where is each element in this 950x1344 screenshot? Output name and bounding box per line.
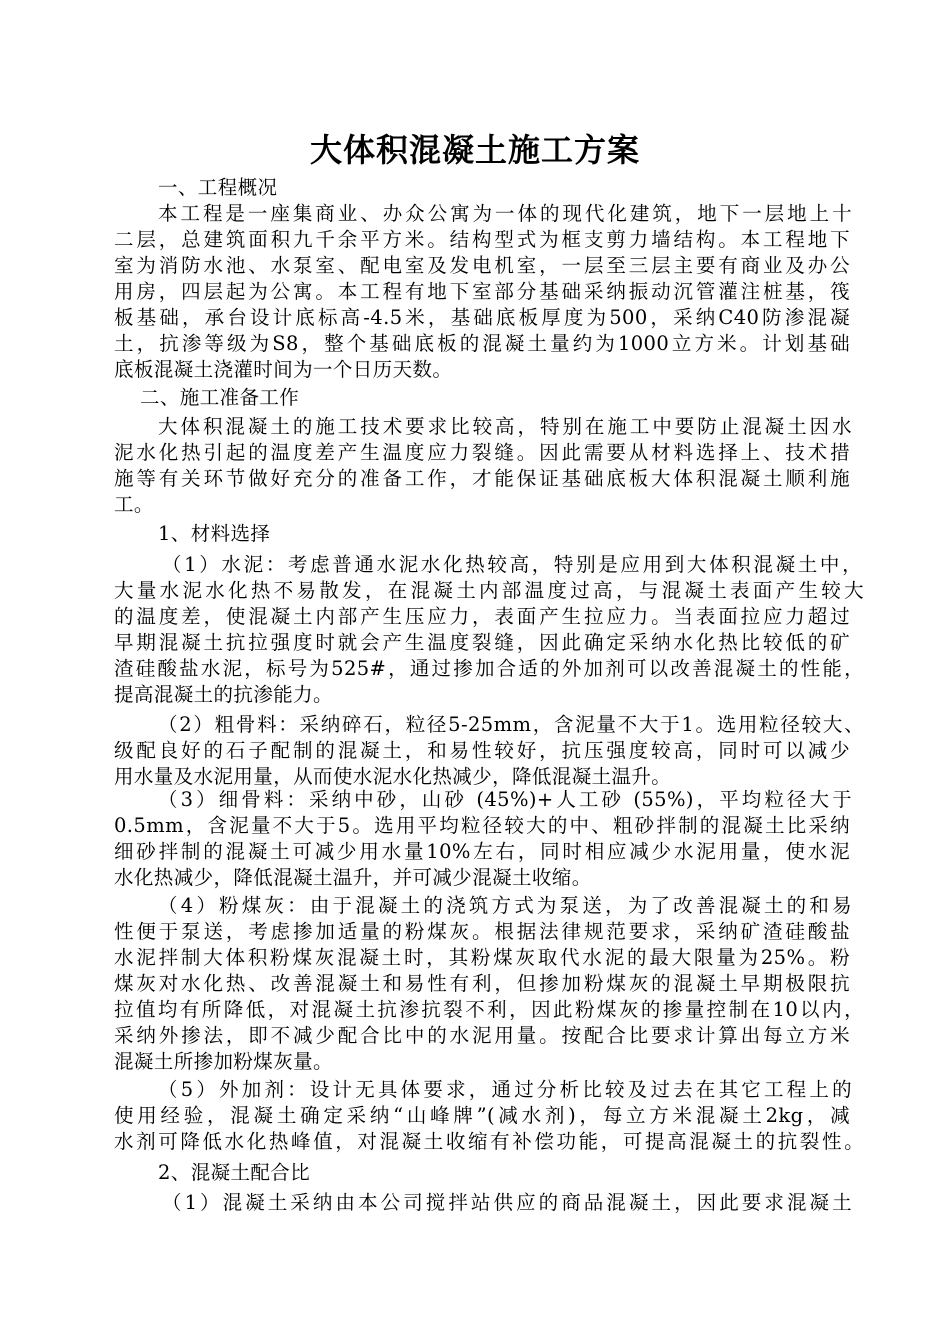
paragraph-line: 二层，总建筑面积九千余平方米。结构型式为框支剪力墙结构。本工程地下	[114, 228, 850, 251]
paragraph-line: 提高混凝土的抗渗能力。	[114, 683, 333, 706]
paragraph-line: 的温度差，使混凝土内部产生压应力，表面产生拉应力。当表面拉应力超过	[114, 605, 850, 628]
paragraph-line: 煤灰对水化热、改善混凝土和易性有利，但掺加粉煤灰的混凝土早期极限抗	[114, 972, 850, 995]
section-heading: 一、工程概况	[158, 176, 278, 199]
paragraph-line: 室为消防水池、水泵室、配电室及发电机室，一层至三层主要有商业及办公	[114, 254, 850, 277]
paragraph-line: 0.5mm，含泥量不大于5。选用平均粒径较大的中、粗砂拌制的混凝土比采纳	[114, 814, 850, 837]
paragraph-line: 渣硅酸盐水泥，标号为525#，通过掺加合适的外加剂可以改善混凝土的性能，	[114, 657, 864, 680]
subsection-heading: 1、材料选择	[158, 522, 271, 545]
paragraph-line: （2）粗骨料：采纳碎石，粒径5-25mm，含泥量不大于1。选用粒径较大、	[158, 713, 864, 736]
paragraph-line: 工。	[114, 493, 154, 516]
paragraph-line: 板基础，承台设计底标高-4.5米，基础底板厚度为500，采纳C40防渗混凝	[114, 306, 850, 329]
paragraph-line: （3）细骨料：采纳中砂，山砂 (45%)+人工砂 (55%)，平均粒径大于	[158, 788, 852, 811]
paragraph-line: （1）混凝土采纳由本公司搅拌站供应的商品混凝土，因此要求混凝土	[162, 1191, 852, 1214]
paragraph-line: 本工程是一座集商业、办众公寓为一体的现代化建筑，地下一层地上十	[158, 202, 852, 225]
paragraph-line: 早期混凝土抗拉强度时就会产生温度裂缝，因此确定采纳水化热比较低的矿	[114, 631, 850, 654]
paragraph-line: （1）水泥：考虑普通水泥水化热较高，特别是应用到大体积混凝土中，	[162, 553, 862, 576]
subsection-heading: 2、混凝土配合比	[158, 1161, 311, 1184]
paragraph-line: 大量水泥水化热不易散发，在混凝土内部温度过高，与混凝土表面产生较大	[114, 579, 864, 602]
paragraph-line: 泥水化热引起的温度差产生温度应力裂缝。因此需要从材料选择上、技术措	[114, 441, 850, 464]
section-heading: 二、施工准备工作	[140, 386, 300, 409]
paragraph-line: 拉值均有所降低，对混凝土抗渗抗裂不利，因此粉煤灰的掺量控制在10以内，	[114, 998, 864, 1021]
paragraph-line: （5）外加剂：设计无具体要求，通过分析比较及过去在其它工程上的	[158, 1078, 852, 1101]
paragraph-line: 用房，四层起为公寓。本工程有地下室部分基础采纳振动沉管灌注桩基，筏	[114, 280, 850, 303]
paragraph-line: 用水量及水泥用量，从而使水泥水化热减少，降低混凝土温升。	[114, 765, 672, 788]
paragraph-line: 性便于泵送，考虑掺加适量的粉煤灰。根据法律规范要求，采纳矿渣硅酸盐	[114, 920, 850, 943]
document-title: 大体积混凝土施工方案	[309, 131, 640, 169]
paragraph-line: 底板混凝土浇灌时间为一个日历天数。	[114, 358, 453, 381]
paragraph-line: 细砂拌制的混凝土可减少用水量10%左右，同时相应减少水泥用量，使水泥	[114, 840, 850, 863]
paragraph-line: 水泥拌制大体积粉煤灰混凝土时，其粉煤灰取代水泥的最大限量为25%。粉	[114, 946, 850, 969]
paragraph-line: 施等有关环节做好充分的准备工作，才能保证基础底板大体积混凝土顺利施	[114, 467, 850, 490]
paragraph-line: （4）粉煤灰：由于混凝土的浇筑方式为泵送，为了改善混凝土的和易	[158, 894, 852, 917]
paragraph-line: 级配良好的石子配制的混凝土，和易性较好，抗压强度较高，同时可以减少	[114, 739, 850, 762]
paragraph-line: 土，抗渗等级为S8，整个基础底板的混凝土量约为1000立方米。计划基础	[114, 332, 850, 355]
paragraph-line: 水剂可降低水化热峰值，对混凝土收缩有补偿功能，可提高混凝土的抗裂性。	[114, 1130, 864, 1153]
paragraph-line: 采纳外掺法，即不减少配合比中的水泥用量。按配合比要求计算出每立方米	[114, 1024, 850, 1047]
paragraph-line: 水化热减少，降低混凝土温升，并可减少混凝土收缩。	[114, 866, 592, 889]
paragraph-line: 使用经验，混凝土确定采纳“山峰牌”(减水剂)，每立方米混凝土2kg，减	[114, 1104, 850, 1127]
paragraph-line: 大体积混凝土的施工技术要求比较高，特别在施工中要防止混凝土因水	[158, 415, 852, 438]
paragraph-line: 混凝土所掺加粉煤灰量。	[114, 1050, 333, 1073]
